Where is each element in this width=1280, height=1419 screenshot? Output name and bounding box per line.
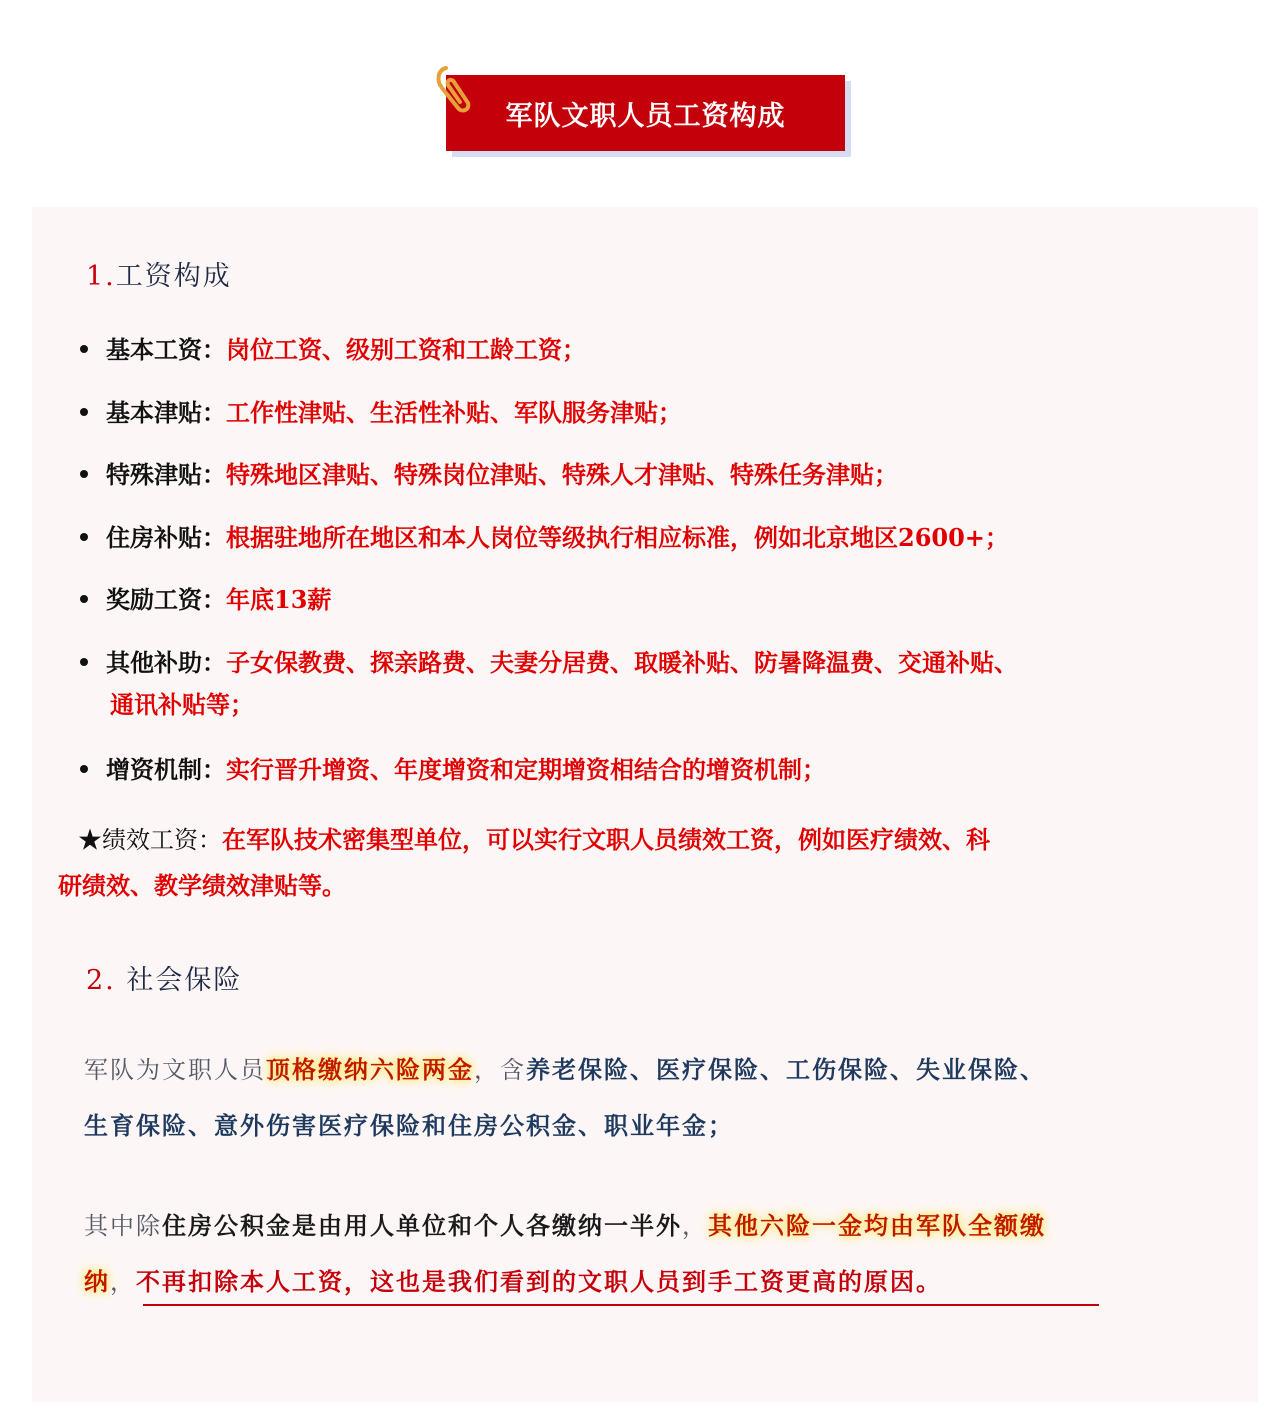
- section-title-salary: 1.工资构成: [86, 261, 232, 292]
- section-title-insurance: 2. 社会保险: [86, 965, 243, 996]
- page-banner: [446, 75, 845, 151]
- list-item-star: ★绩效工资：在军队技术密集型单位，可以实行文职人员绩效工资，例如医疗绩效、科: [78, 825, 990, 854]
- emphasis-underline: [143, 1304, 1099, 1306]
- list-item: 基本津贴：工作性津贴、生活性补贴、军队服务津贴；: [80, 391, 1230, 435]
- list-item: 特殊津贴：特殊地区津贴、特殊岗位津贴、特殊人才津贴、特殊任务津贴；: [80, 453, 1230, 497]
- bullet-icon: [80, 345, 88, 353]
- list-item: 奖励工资：年底13薪: [80, 578, 1230, 622]
- paperclip-icon: [432, 60, 476, 116]
- list-item-star-cont: 研绩效、教学绩效津贴等。: [58, 871, 346, 900]
- bullet-icon: [80, 595, 88, 603]
- list-item: 其他补助：子女保教费、探亲路费、夫妻分居费、取暖补贴、防暑降温费、交通补贴、 通讯补贴等；: [80, 641, 1230, 727]
- bullet-icon: [80, 658, 88, 666]
- list-item: 增资机制：实行晋升增资、年度增资和定期增资相结合的增资机制；: [80, 748, 1230, 792]
- banner-title: 军队文职人员工资构成: [505, 100, 786, 132]
- insurance-paragraph-1: 军队为文职人员顶格缴纳六险两金，含养老保险、医疗保险、工伤保险、失业保险、 生育保险、意外伤害医疗保险和住房公积金、职业年金；: [84, 1055, 1046, 1140]
- insurance-paragraph-2: 其中除住房公积金是由用人单位和个人各缴纳一半外，其他六险一金均由军队全额缴 纳，不再扣除本人工资，这也是我们看到的文职人员到手工资更高的原因。: [84, 1211, 1046, 1296]
- list-item: 基本工资：岗位工资、级别工资和工龄工资；: [80, 328, 1230, 372]
- bullet-icon: [80, 408, 88, 416]
- bullet-icon: [80, 470, 88, 478]
- bullet-icon: [80, 765, 88, 773]
- bullet-icon: [80, 533, 88, 541]
- list-item: 住房补贴：根据驻地所在地区和本人岗位等级执行相应标准，例如北京地区2600+；: [80, 516, 1230, 560]
